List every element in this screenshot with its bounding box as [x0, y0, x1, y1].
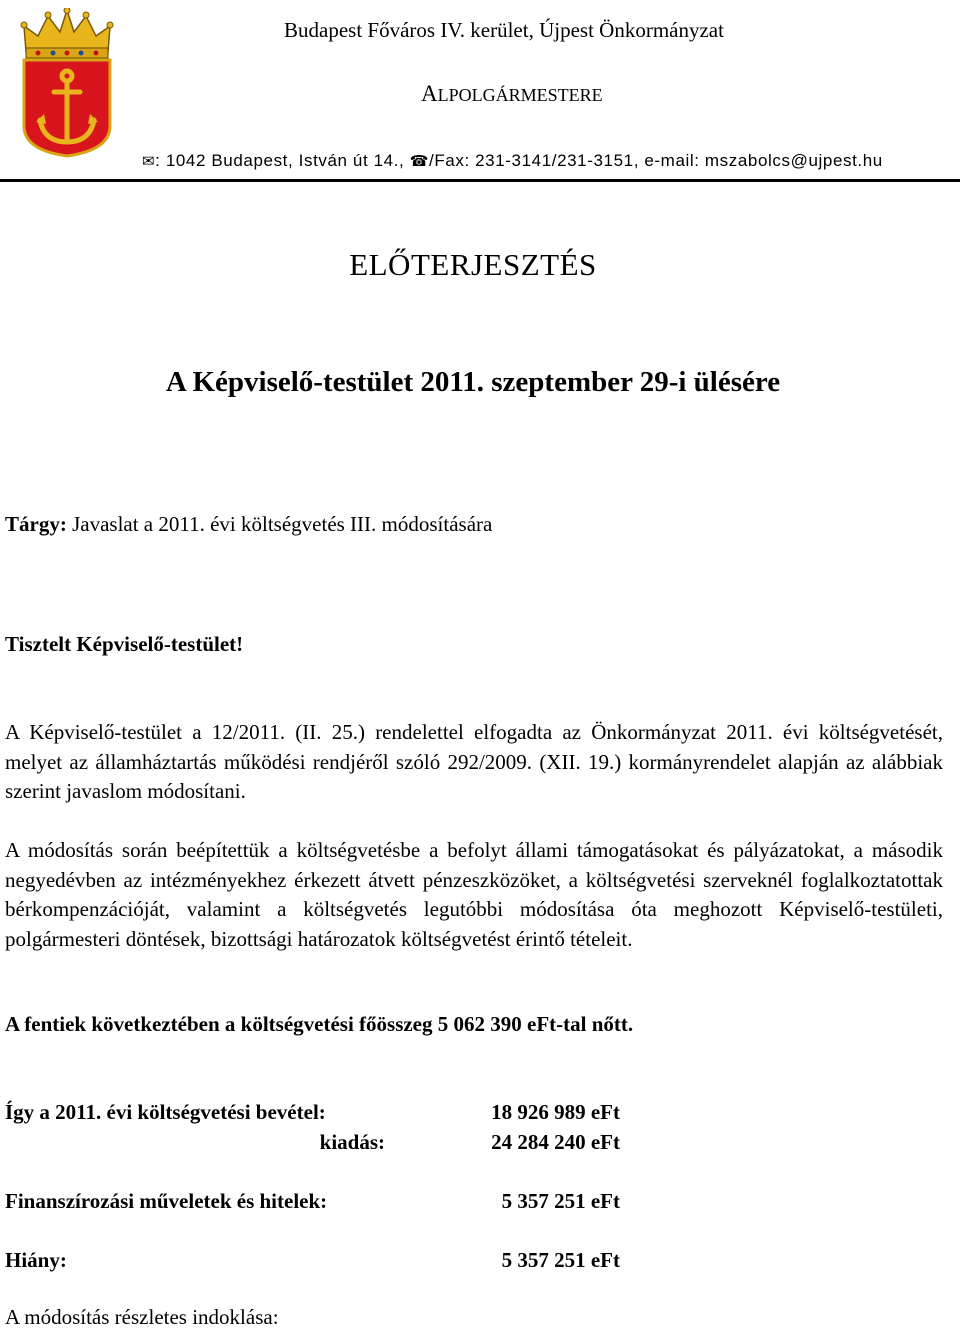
office-title: [421, 81, 603, 107]
office-title-rest: LPOLGÁRMESTERE: [437, 85, 603, 105]
deficit-value: 5 357 251 eFt: [501, 1248, 620, 1272]
municipality-name: Budapest Főváros IV. kerület, Újpest Önkormányzat: [284, 18, 724, 42]
office-title-initial: A: [421, 81, 438, 106]
paragraph-modifications: A módosítás során beépítettük a költségvetésbe a befolyt állami támogatásokat és pályázatokat, a második negyedévben az intézményekhez érkezett átvett pénzeszközöket, a költségvetési szerveknél foglalkoztatottak bérkompenzációját, valamint a költségvetés legutóbbi módosítása óta meghozott Képviselő-testületi, polgármesteri döntések, bizottsági határozatok költségvetést érintő tételeit.: [5, 838, 943, 951]
details-heading: A módosítás részletes indoklása:: [5, 1305, 279, 1329]
paragraph-intro: A Képviselő-testület a 12/2011. (II. 25.) rendelettel elfogadta az Önkormányzat 2011. évi költségvetését, melyet az államháztartás működési rendjéről szóló 292/2009. (XII. 19.) kormányrendelet alapján az alábbiak szerint javaslom módosítani.: [5, 720, 943, 803]
financing-label: Finanszírozási műveletek és hitelek:: [5, 1189, 328, 1213]
subject-label: Tárgy:: [5, 512, 67, 536]
revenue-value: 18 926 989 eFt: [491, 1100, 620, 1124]
revenue-label: Így a 2011. évi költségvetési bevétel:: [5, 1100, 326, 1124]
subject-text: Javaslat a 2011. évi költségvetés III. módosítására: [66, 512, 493, 536]
contact-line: [142, 151, 883, 171]
header-divider: [0, 179, 960, 182]
coat-of-arms-logo: [18, 8, 116, 158]
address-text: : 1042 Budapest, István út 14.,: [155, 151, 410, 170]
mail-icon: ✉: [142, 152, 156, 170]
meeting-subtitle: A Képviselő-testület 2011. szeptember 29-i ülésére: [165, 366, 781, 398]
deficit-label: Hiány:: [5, 1248, 67, 1272]
contact-text: /Fax: 231-3141/231-3151, e-mail: mszabolcs@ujpest.hu: [429, 151, 883, 170]
salutation: Tisztelt Képviselő-testület!: [5, 632, 244, 656]
subject-line: [5, 512, 492, 537]
expense-value: 24 284 240 eFt: [491, 1130, 620, 1154]
summary-statement: A fentiek következtében a költségvetési főösszeg 5 062 390 eFt-tal nőtt.: [5, 1012, 634, 1036]
document-title: ELŐTERJESZTÉS: [349, 247, 597, 282]
phone-icon: ☎: [409, 152, 429, 170]
financing-value: 5 357 251 eFt: [501, 1189, 620, 1213]
expense-label: kiadás:: [319, 1130, 385, 1154]
